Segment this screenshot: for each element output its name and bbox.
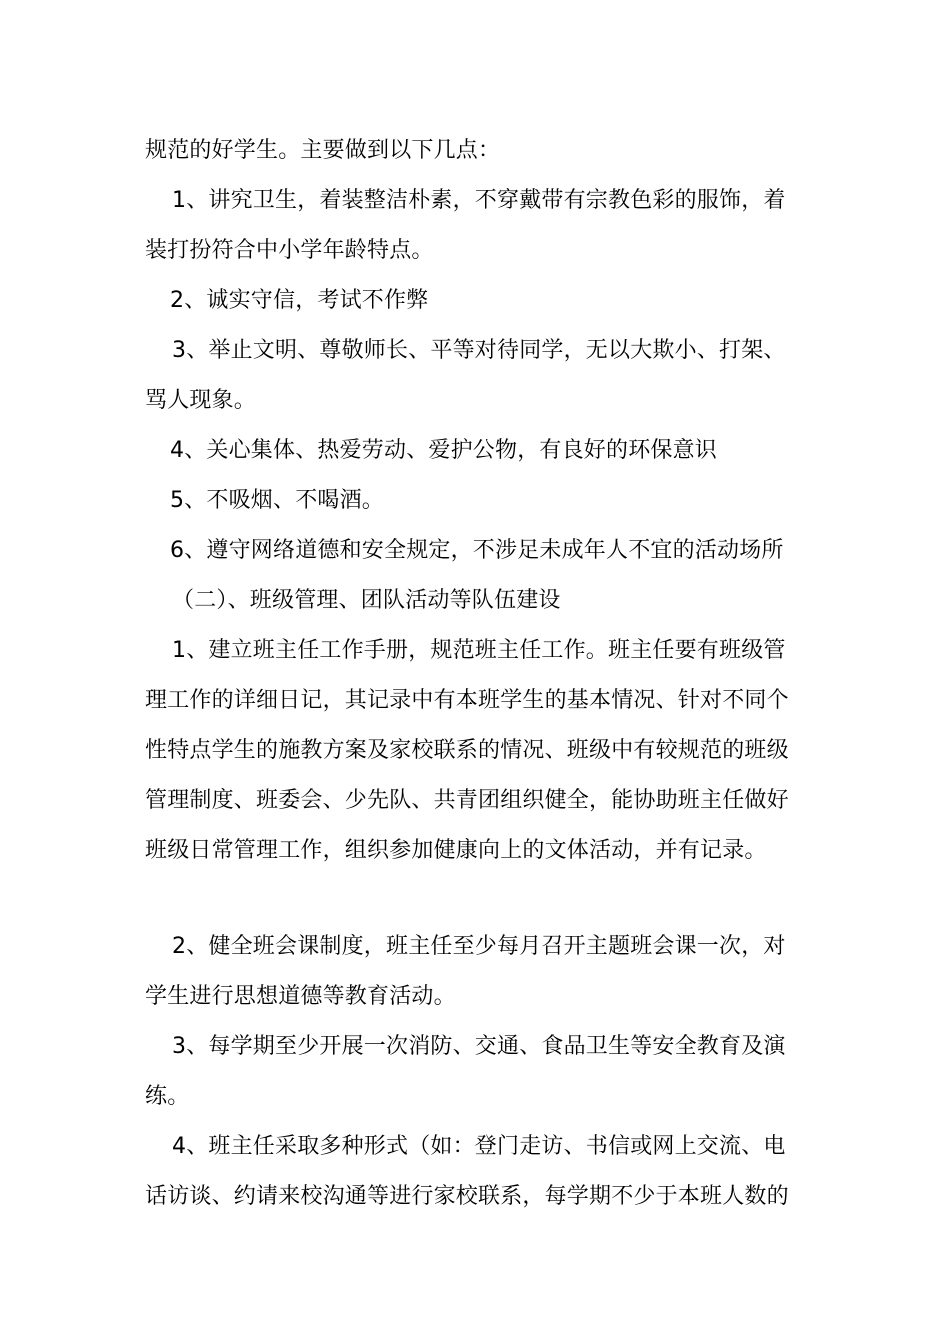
text-line-15: 班级日常管理工作，组织参加健康向上的文体活动，并有记录。 (145, 838, 767, 863)
text-line-19: 练。 (145, 1084, 190, 1109)
section-heading: （二）、班级管理、团队活动等队伍建设 (172, 588, 561, 613)
text-line-11: 1、建立班主任工作手册，规范班主任工作。班主任要有班级管 (172, 638, 786, 663)
text-line-6: 骂人现象。 (145, 388, 257, 413)
text-line-16: 2、健全班会课制度，班主任至少每月召开主题班会课一次，对 (172, 934, 786, 959)
text-line-12: 理工作的详细日记，其记录中有本班学生的基本情况、针对不同个 (145, 688, 789, 713)
text-line-1: 规范的好学生。主要做到以下几点： (145, 138, 501, 163)
text-line-9: 6、遵守网络道德和安全规定，不涉足未成年人不宜的活动场所 (170, 538, 784, 563)
text-line-21: 话访谈、约请来校沟通等进行家校联系，每学期不少于本班人数的 (145, 1184, 789, 1209)
text-line-2: 1、讲究卫生，着装整洁朴素，不穿戴带有宗教色彩的服饰，着 (172, 188, 786, 213)
text-line-14: 管理制度、班委会、少先队、共青团组织健全，能协助班主任做好 (145, 788, 789, 813)
text-line-18: 3、每学期至少开展一次消防、交通、食品卫生等安全教育及演 (172, 1034, 786, 1059)
text-line-5: 3、举止文明、尊敬师长、平等对待同学，无以大欺小、打架、 (172, 338, 786, 363)
text-line-3: 装打扮符合中小学年龄特点。 (145, 238, 434, 263)
text-line-17: 学生进行思想道德等教育活动。 (145, 984, 456, 1009)
text-line-13: 性特点学生的施教方案及家校联系的情况、班级中有较规范的班级 (145, 738, 789, 763)
text-line-20: 4、班主任采取多种形式（如：登门走访、书信或网上交流、电 (172, 1134, 786, 1159)
text-line-7: 4、关心集体、热爱劳动、爱护公物，有良好的环保意识 (170, 438, 717, 463)
text-line-4: 2、诚实守信，考试不作弊 (170, 288, 429, 313)
text-line-8: 5、不吸烟、不喝酒。 (170, 488, 384, 513)
